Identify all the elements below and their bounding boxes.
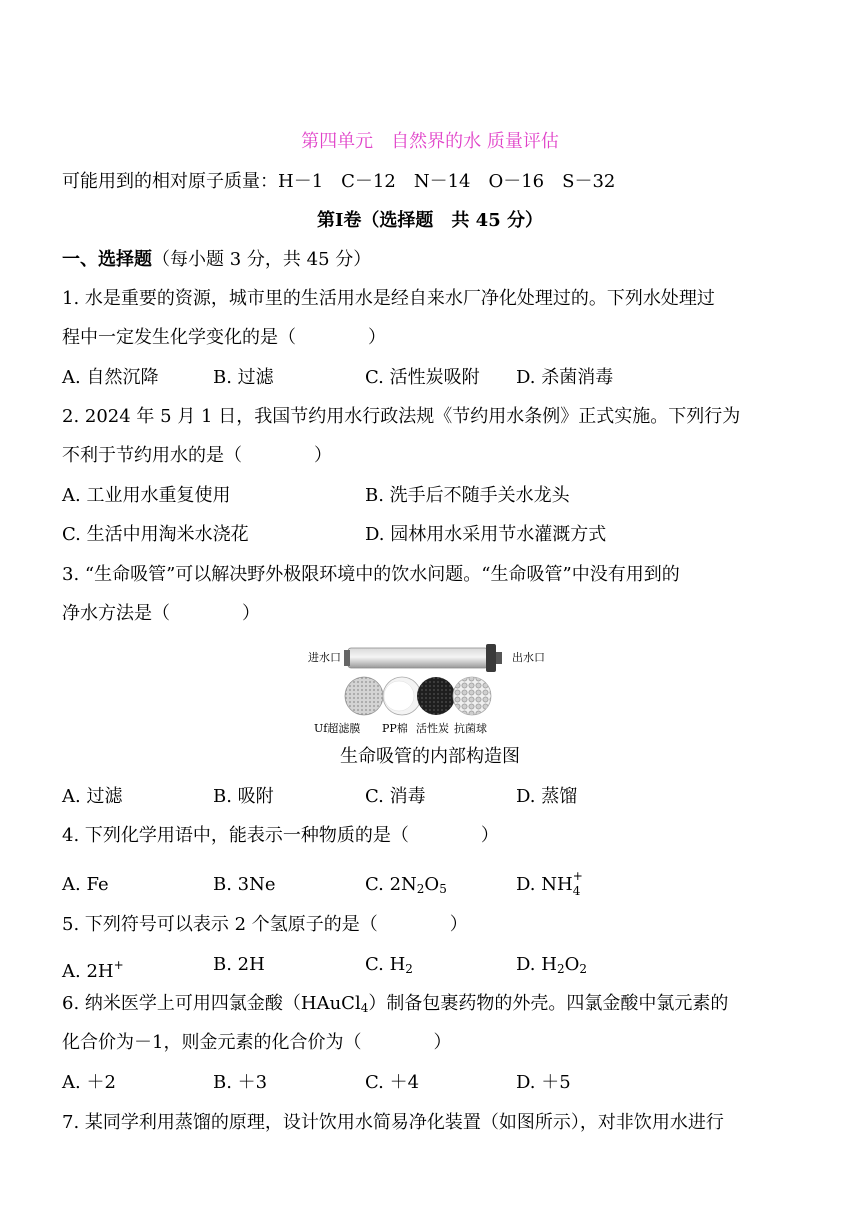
q4-option-c-mid: O <box>424 874 440 895</box>
straw-outlet-cap <box>486 644 496 672</box>
q4-option-d-prefix: D. NH <box>516 874 573 895</box>
q3-stem-line2: 净水方法是（ ） <box>62 603 260 624</box>
q4-option-c[interactable] <box>365 873 447 901</box>
straw-mouthpiece <box>496 652 502 664</box>
q3-option-b[interactable]: B. 吸附 <box>213 786 274 807</box>
q6-option-a[interactable]: A. ＋2 <box>62 1072 116 1093</box>
layer-label-antibacterial: 抗菌球 <box>454 722 487 735</box>
q4-option-a[interactable]: A. Fe <box>62 874 109 895</box>
q5-option-b[interactable]: B. 2H <box>213 954 265 975</box>
page-title: 第四单元 自然界的水 质量评估 <box>301 131 559 152</box>
q3-figure-caption: 生命吸管的内部构造图 <box>340 746 520 767</box>
q1-stem-line2: 程中一定发生化学变化的是（ ） <box>62 327 386 348</box>
q2-stem-line2: 不利于节约用水的是（ ） <box>62 445 332 466</box>
q5-option-a-sup: + <box>113 958 124 972</box>
atomic-masses: 可能用到的相对原子质量：H－1 C－12 N－14 O－16 S－32 <box>62 171 616 192</box>
q6-stem-line1 <box>62 992 728 1020</box>
q3-option-a[interactable]: A. 过滤 <box>62 786 123 807</box>
q2-option-d[interactable]: D. 园林用水采用节水灌溉方式 <box>365 524 607 545</box>
q5-option-c-sub: 2 <box>405 962 413 976</box>
q6-option-d[interactable]: D. ＋5 <box>516 1072 571 1093</box>
q5-option-c[interactable] <box>365 953 413 981</box>
q6-stem-sub: 4 <box>360 1001 369 1015</box>
q5-option-d-sub2: 2 <box>579 962 587 976</box>
uf-membrane-texture <box>345 677 383 715</box>
q5-option-a[interactable] <box>62 953 124 984</box>
q4-option-c-prefix: C. 2N <box>365 874 417 895</box>
q5-option-c-prefix: C. H <box>365 954 406 975</box>
q5-option-d-mid: O <box>564 954 580 975</box>
pp-cotton-inner <box>384 681 414 711</box>
q4-option-b[interactable]: B. 3Ne <box>213 874 276 895</box>
q6-stem-line2: 化合价为－1，则金元素的化合价为（ ） <box>62 1032 452 1053</box>
q4-option-d[interactable] <box>516 869 583 898</box>
section-note: （每小题 3 分，共 45 分） <box>152 249 372 270</box>
layer-label-pp: PP棉 <box>382 722 408 735</box>
q3-option-c[interactable]: C. 消毒 <box>365 786 426 807</box>
section-heading <box>62 248 371 272</box>
q1-option-a[interactable]: A. 自然沉降 <box>62 367 159 388</box>
q2-option-a[interactable]: A. 工业用水重复使用 <box>62 485 231 506</box>
layer-label-carbon: 活性炭 <box>416 722 449 735</box>
q4-option-d-sup: + <box>572 869 583 883</box>
q3-option-d[interactable]: D. 蒸馏 <box>516 786 578 807</box>
section-title: 一、选择题 <box>62 249 152 270</box>
q2-stem-line1: 2. 2024 年 5 月 1 日，我国节约用水行政法规《节约用水条例》正式实施。下列行为 <box>62 406 741 427</box>
straw-inlet-cap <box>344 650 350 666</box>
q5-option-d-prefix: D. H <box>516 954 557 975</box>
inlet-label: 进水口 <box>308 651 341 664</box>
q4-option-d-charge <box>572 869 583 898</box>
life-straw-diagram <box>300 640 560 740</box>
q5-option-d-sub1: 2 <box>556 962 565 976</box>
q1-stem-line1: 1. 水是重要的资源，城市里的生活用水是经自来水厂净化处理过的。下列水处理过 <box>62 288 715 309</box>
q6-option-b[interactable]: B. ＋3 <box>213 1072 268 1093</box>
q5-stem-line1: 5. 下列符号可以表示 2 个氢原子的是（ ） <box>62 914 468 935</box>
outlet-label: 出水口 <box>512 651 545 664</box>
q6-stem-prefix: 6. 纳米医学上可用四氯金酸（HAuCl <box>62 993 361 1014</box>
volume-title: 第Ⅰ卷（选择题 共 45 分） <box>316 210 543 231</box>
q6-stem-suffix: ）制备包裹药物的外壳。四氯金酸中氯元素的 <box>368 993 729 1014</box>
q4-stem-line1: 4. 下列化学用语中，能表示一种物质的是（ ） <box>62 825 499 846</box>
q5-option-a-prefix: A. 2H <box>62 961 114 982</box>
q1-option-b[interactable]: B. 过滤 <box>213 367 274 388</box>
q6-option-c[interactable]: C. ＋4 <box>365 1072 420 1093</box>
q1-option-c[interactable]: C. 活性炭吸附 <box>365 367 480 388</box>
layer-label-uf: Uf超滤膜 <box>314 722 361 735</box>
antibacterial-ball-texture <box>453 677 491 715</box>
q2-option-c[interactable]: C. 生活中用淘米水浇花 <box>62 524 249 545</box>
q4-option-c-sub2: 5 <box>439 882 447 896</box>
q7-stem-line1: 7. 某同学利用蒸馏的原理，设计饮用水简易净化装置（如图所示），对非饮用水进行 <box>62 1112 724 1133</box>
activated-carbon-texture <box>417 677 455 715</box>
q5-option-d[interactable] <box>516 953 587 981</box>
q3-stem-line1: 3. “生命吸管”可以解决野外极限环境中的饮水问题。“生命吸管”中没有用到的 <box>62 564 680 585</box>
q4-option-c-sub1: 2 <box>416 882 425 896</box>
straw-tube <box>348 648 488 668</box>
q4-option-d-sub: 4 <box>572 884 581 898</box>
q2-option-b[interactable]: B. 洗手后不随手关水龙头 <box>365 485 570 506</box>
q1-option-d[interactable]: D. 杀菌消毒 <box>516 367 614 388</box>
